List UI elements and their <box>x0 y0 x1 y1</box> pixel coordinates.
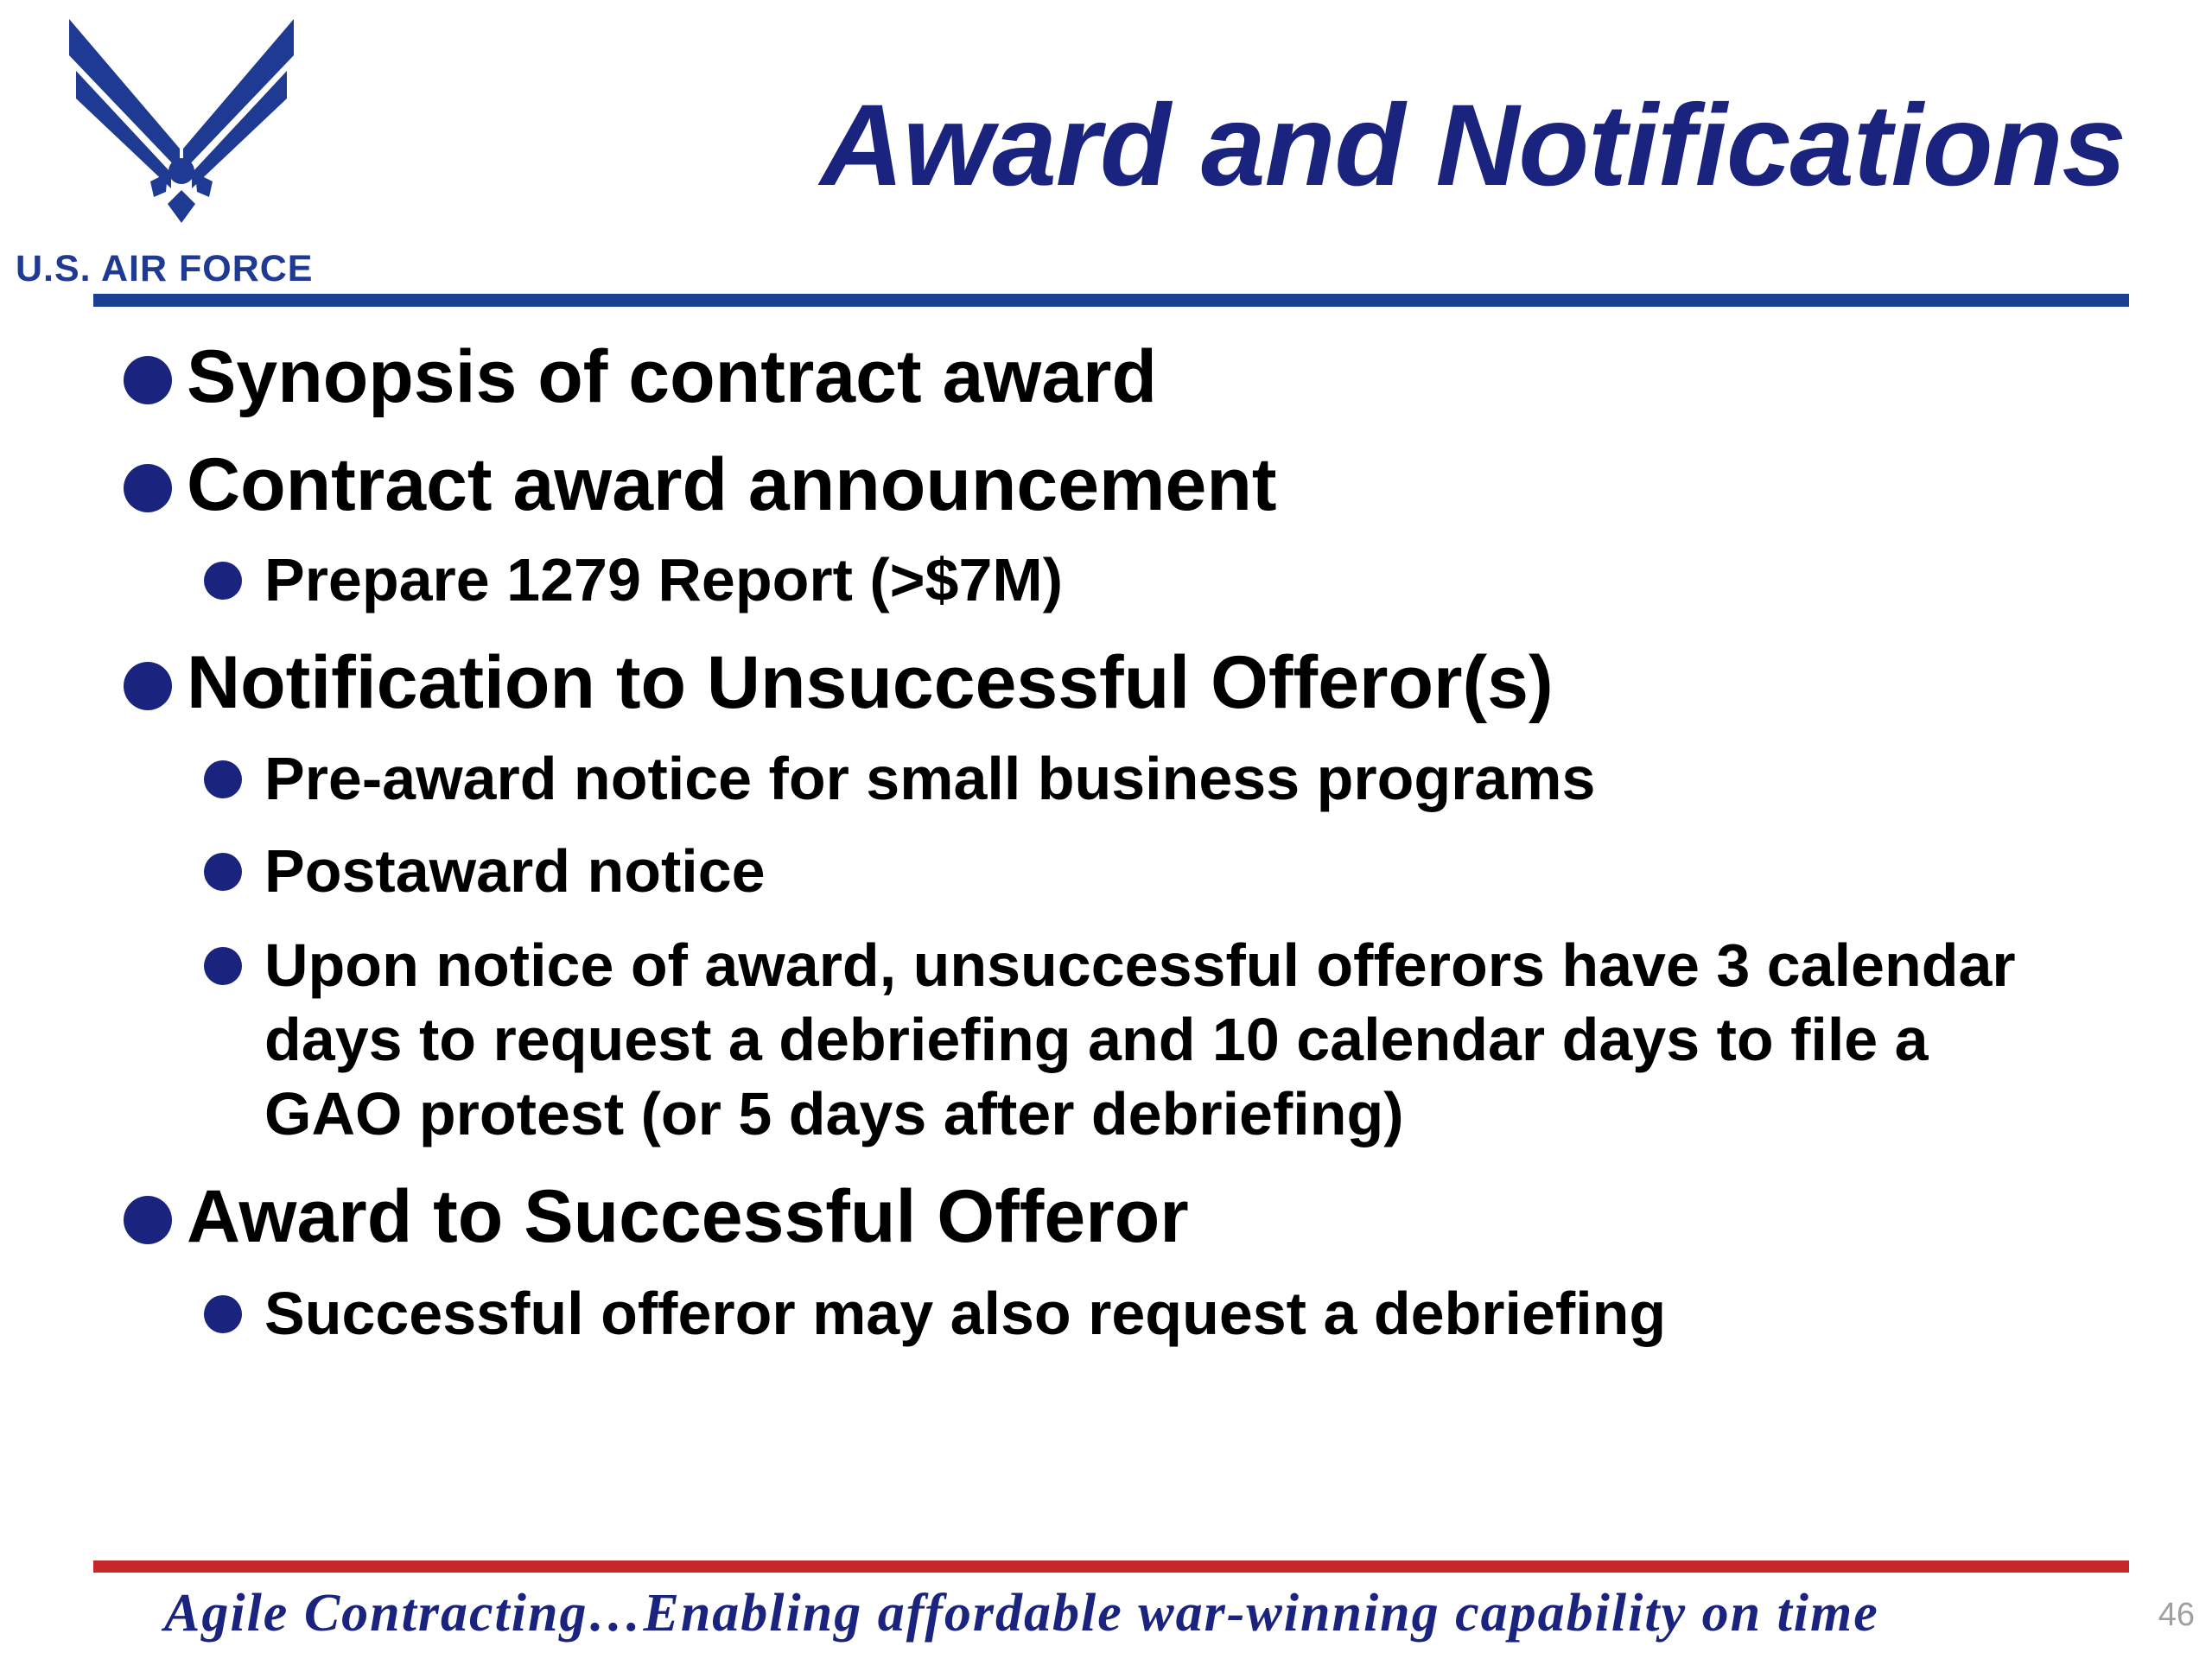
list-item-text: Award to Successful Offeror <box>187 1175 1189 1258</box>
bullet-dot-icon <box>204 760 242 798</box>
list-item-text: GAO protest (or 5 days after debriefing) <box>264 1080 1404 1147</box>
bullet-dot-icon <box>204 1295 242 1333</box>
list-item-text: days to request a debriefing and 10 calendar days to file a <box>264 1006 1929 1073</box>
logo-text: U.S. AIR FORCE <box>16 248 314 289</box>
bullet-dot-icon <box>204 947 242 985</box>
list-item-text: Synopsis of contract award <box>187 335 1158 418</box>
bullet-dot-icon <box>124 464 172 512</box>
list-item-text: Postaward notice <box>264 837 766 905</box>
bullet-dot-icon <box>124 356 172 404</box>
bullet-dot-icon <box>204 853 242 891</box>
bullet-dot-icon <box>124 1196 172 1244</box>
list-item-text: Upon notice of award, unsuccessful offerors have 3 calendar <box>264 931 2016 999</box>
bullet-dot-icon <box>124 662 172 710</box>
list-item-text: Successful offeror may also request a debriefing <box>264 1280 1667 1347</box>
list-item-text: Prepare 1279 Report (>$7M) <box>264 546 1064 613</box>
bullet-dot-icon <box>204 562 242 600</box>
bottom-divider <box>93 1560 2129 1573</box>
slide-title: Award and Notifications <box>820 81 2126 210</box>
list-item-text: Pre-award notice for small business programs <box>264 745 1596 812</box>
page-number: 46 <box>2158 1597 2195 1633</box>
list-item-text: Notification to Unsuccessful Offeror(s) <box>187 641 1554 724</box>
footer-tagline: Agile Contracting…Enabling affordable war-winning capability on time <box>164 1584 1879 1643</box>
list-item-text: Contract award announcement <box>187 443 1277 526</box>
